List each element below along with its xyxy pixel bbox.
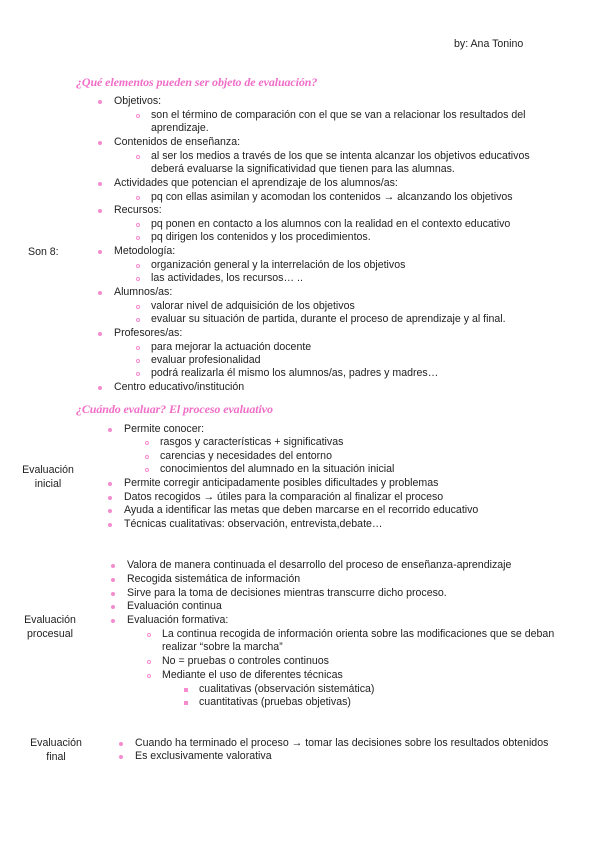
bullet-ring-icon (147, 633, 151, 637)
bullet-ring-icon (136, 196, 140, 200)
sub-item: evaluar profesionalidad (151, 354, 261, 366)
sub-item: Mediante el uso de diferentes técnicas (162, 669, 343, 681)
list-item: Recogida sistemática de información (127, 573, 301, 585)
bullet-dot-icon (111, 564, 115, 568)
list-item: Contenidos de enseñanza: (114, 136, 241, 148)
bullet-ring-icon (136, 305, 140, 309)
sub-item-cont: realizar “sobre la marcha” (162, 641, 283, 653)
bullet-dot-icon (98, 100, 102, 104)
list-item: Evaluación continua (127, 600, 222, 612)
sub-item: podrá realizarla él mismo los alumnos/as, padres y madres… (151, 367, 439, 379)
sub-item: son el término de comparación con el que se van a relacionar los resultados del (151, 109, 526, 121)
bullet-dot-icon (98, 182, 102, 186)
bullet-ring-icon (136, 318, 140, 322)
final-side-label (26, 736, 86, 764)
list-item: Valora de manera continuada el desarrollo del proceso de enseñanza-aprendizaje (127, 559, 512, 571)
sub-item: organización general y la interrelación de los objetivos (151, 259, 406, 271)
sub-item: al ser los medios a través de los que se intenta alcanzar los objetivos educativos (151, 150, 530, 162)
bullet-dot-icon (108, 482, 112, 486)
bullet-ring-icon (136, 223, 140, 227)
section1-heading: ¿Qué elementos pueden ser objeto de evaluación? (76, 75, 318, 89)
bullet-dot-icon (111, 605, 115, 609)
sub-item: No = pruebas o controles continuos (162, 655, 329, 667)
sub-item: las actividades, los recursos… .. (151, 272, 303, 284)
bullet-dot-icon (98, 291, 102, 295)
sub-item: pq ponen en contacto a los alumnos con la realidad en el contexto educativo (151, 218, 511, 230)
bullet-ring-icon (136, 155, 140, 159)
list-item: Alumnos/as: (114, 286, 173, 298)
bullet-ring-icon (147, 660, 151, 664)
bullet-dot-icon (98, 386, 102, 390)
bullet-ring-icon (136, 372, 140, 376)
bullet-dot-icon (111, 578, 115, 582)
sub-item-cont: aprendizaje. (151, 122, 209, 134)
list-item: Actividades que potencian el aprendizaje de los alumnos/as: (114, 177, 398, 189)
bullet-square-icon (184, 701, 188, 705)
bullet-ring-icon (136, 114, 140, 118)
final-label-line1: Evaluación (30, 737, 82, 749)
list-item: Centro educativo/institución (114, 381, 245, 393)
list-item: Permite conocer: (124, 423, 205, 435)
bullet-dot-icon (108, 428, 112, 432)
bullet-dot-icon (111, 592, 115, 596)
sub-sub-item: cuantitativas (pruebas objetivas) (199, 696, 351, 708)
list-item: Profesores/as: (114, 327, 183, 339)
bullet-dot-icon (108, 523, 112, 527)
bullet-dot-icon (98, 209, 102, 213)
bullet-ring-icon (145, 468, 149, 472)
bullet-dot-icon (98, 141, 102, 145)
list-item: Evaluación formativa: (127, 614, 229, 626)
section2-heading: ¿Cuándo evaluar? El proceso evaluativo (76, 402, 273, 416)
sub-item: evaluar su situación de partida, durante el proceso de aprendizaje y al final. (151, 313, 506, 325)
bullet-dot-icon (111, 619, 115, 623)
sub-item: valorar nivel de adquisición de los objetivos (151, 300, 355, 312)
sub-item: rasgos y características + significativas (160, 436, 344, 448)
list-item: Permite corregir anticipadamente posibles dificultades y problemas (124, 477, 439, 489)
sub-item-cont: deberá evaluarse la significatividad que tienen para las alumnas. (151, 163, 455, 175)
bullet-dot-icon (119, 742, 123, 746)
section1-side-label: Son 8: (28, 246, 59, 258)
list-item: Metodología: (114, 245, 176, 257)
list-item: Objetivos: (114, 95, 162, 107)
author-byline: by: Ana Tonino (454, 38, 524, 50)
procesual-label-line1: Evaluación (24, 614, 76, 626)
bullet-ring-icon (147, 674, 151, 678)
list-item: Sirve para la toma de decisiones mientras transcurre dicho proceso. (127, 587, 447, 599)
bullet-dot-icon (108, 509, 112, 513)
sub-item: La continua recogida de información orienta sobre las modificaciones que se deban (162, 628, 555, 640)
procesual-side-label (18, 613, 82, 641)
bullet-ring-icon (136, 236, 140, 240)
sub-item: conocimientos del alumnado en la situación inicial (160, 463, 395, 475)
bullet-dot-icon (98, 332, 102, 336)
bullet-ring-icon (136, 346, 140, 350)
bullet-ring-icon (136, 264, 140, 268)
bullet-ring-icon (136, 277, 140, 281)
bullet-dot-icon (119, 755, 123, 759)
list-item: Recursos: (114, 204, 162, 216)
sub-item: pq con ellas asimilan y acomodan los contenidos → alcanzando los objetivos (151, 191, 513, 203)
procesual-label-line2: procesual (27, 628, 73, 640)
bullet-dot-icon (98, 250, 102, 254)
sub-item: pq dirigen los contenidos y los procedimientos. (151, 231, 371, 243)
sub-sub-item: cualitativas (observación sistemática) (199, 683, 375, 695)
inicial-label-line2: inicial (34, 478, 62, 490)
list-item: Datos recogidos → útiles para la comparación al finalizar el proceso (124, 491, 444, 503)
inicial-label-line1: Evaluación (22, 464, 74, 476)
bullet-ring-icon (136, 359, 140, 363)
bullet-ring-icon (145, 441, 149, 445)
sub-item: para mejorar la actuación docente (151, 341, 312, 353)
list-item: Es exclusivamente valorativa (135, 750, 272, 762)
final-label-line2: final (46, 751, 66, 763)
bullet-square-icon (184, 688, 188, 692)
list-item: Ayuda a identificar las metas que deben marcarse en el recorrido educativo (124, 504, 479, 516)
inicial-side-label (18, 463, 78, 491)
bullet-dot-icon (108, 496, 112, 500)
sub-item: carencias y necesidades del entorno (160, 450, 332, 462)
list-item: Técnicas cualitativas: observación, entrevista,debate… (124, 518, 383, 530)
list-item: Cuando ha terminado el proceso → tomar las decisiones sobre los resultados obtenidos (135, 737, 549, 749)
bullet-ring-icon (145, 455, 149, 459)
